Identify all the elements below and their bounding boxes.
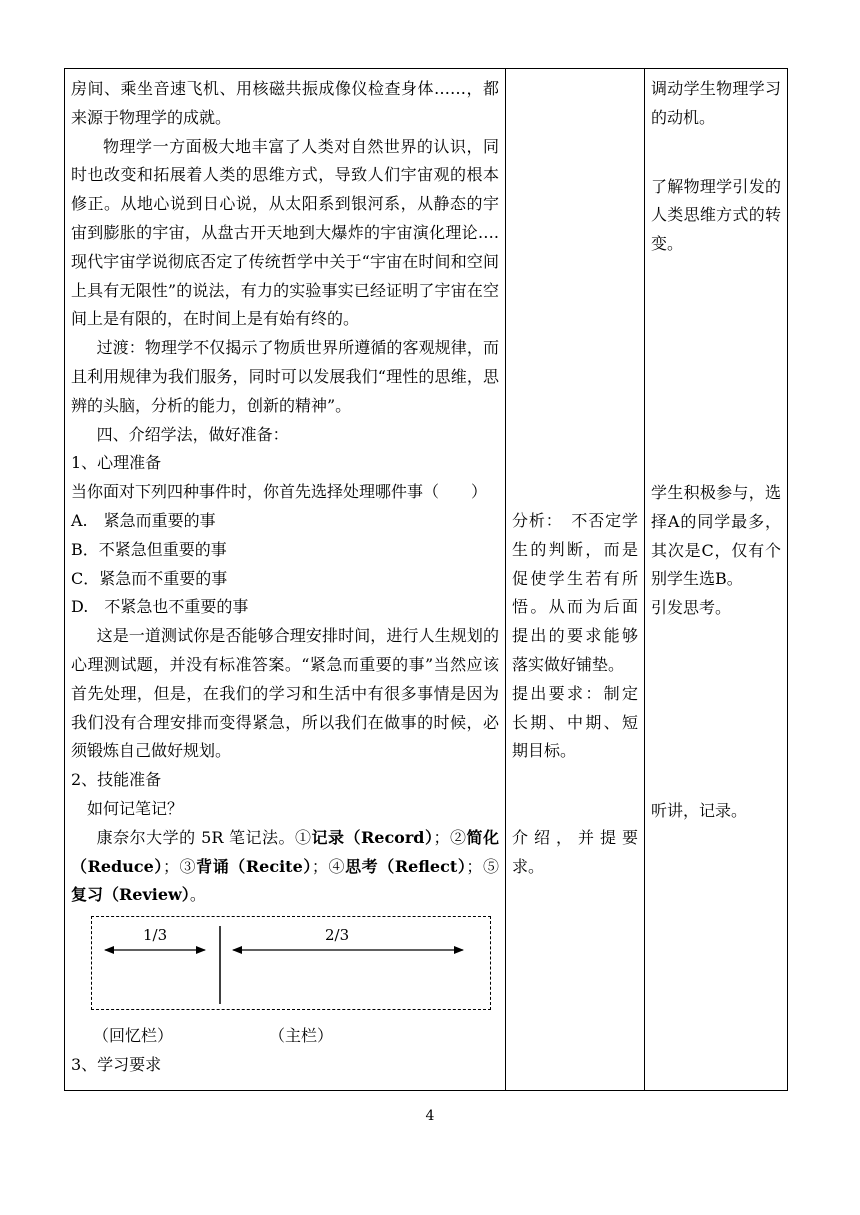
activity-thinking-shift: 了解物理学引发的人类思维方式的转变。	[651, 176, 781, 254]
diagram-captions	[71, 1022, 499, 1051]
table-row	[65, 69, 788, 1091]
subheading-mental-prep: 1、心理准备	[71, 453, 162, 473]
section-heading-methods: 四、介绍学法，做好准备：	[96, 424, 289, 444]
question-text: 当你面对下列四种事件时，你首先选择处理哪件事（ ）	[71, 482, 488, 502]
activity-listen: 听讲，记录。	[651, 800, 748, 820]
paragraph-transition: 过渡：物理学不仅揭示了物质世界所遵循的客观规律，而且利用规律为我们服务，同时可以发展我们“理性的思维，思辨的头脑，分析的能力，创新的精神”。	[71, 338, 499, 415]
paragraph-cosmology: 物理学一方面极大地丰富了人类对自然世界的认识，同时也改变和拓展着人类的思维方式，导致人们宇宙观的根本修正。从地心说到日心说，从太阳系到银河系，从静态的宇宙到膨胀的宇宙，从盘古开天地到大爆炸的宇宙演化理论….现代宇宙学说彻底否定了传统哲学中关于“宇宙在时间和空间上具有无限性”的说法，有力的实验事实已经证明了宇宙在空间上是有限的，在时间上是有始有终的。	[71, 136, 499, 329]
option-d: D. 不紧急也不重要的事	[71, 597, 249, 617]
method-record: 记录（Record）	[311, 827, 434, 847]
method-intro: 康奈尔大学的 5R 笔记法。①	[96, 827, 312, 847]
note-question: 如何记笔记？	[87, 798, 184, 818]
cornell-notes-diagram	[91, 916, 493, 1012]
note-analysis: 分析： 不否定学生的判断，而是促使学生若有所悟。从而为后面提出的要求能够落实做好铺垫。	[512, 511, 638, 674]
method-sep-1: ；②	[433, 827, 467, 847]
caption-recall: （回忆栏）	[93, 1026, 174, 1046]
option-c: C．紧急而不重要的事	[71, 568, 228, 588]
lesson-plan-table	[64, 68, 788, 1091]
method-sep-4: ；⑤	[466, 856, 499, 876]
student-activity-cell	[645, 69, 788, 1091]
option-b: B．不紧急但重要的事	[71, 539, 227, 559]
paragraph-5r-method	[71, 824, 499, 910]
activity-participation: 学生积极参与，选择A的同学最多，其次是C，仅有个别学生选B。	[651, 482, 781, 589]
method-reflect: 思考（Reflect）	[345, 856, 467, 876]
option-a: A. 紧急而重要的事	[71, 510, 216, 530]
note-introduce: 介绍，并提要求。	[512, 828, 638, 876]
page-number: 4	[425, 1108, 435, 1124]
method-review: 复习（Review）	[71, 885, 190, 905]
paragraph-achievements: 房间、乘坐音速飞机、用核磁共振成像仪检查身体……，都来源于物理学的成就。	[71, 79, 499, 127]
teaching-content-cell	[65, 69, 506, 1091]
paragraph-explanation: 这是一道测试你是否能够合理安排时间，进行人生规划的心理测试题，并没有标准答案。“紧急而重要的事”当然应该首先处理，但是，在我们的学习和生活中有很多事情是因为我们没有合理安排而变得紧急，所以我们在做事的时候，必须锻炼自己做好规划。	[71, 626, 499, 761]
fraction-one-third: 1/3	[143, 926, 168, 945]
teacher-notes-cell	[506, 69, 645, 1091]
note-requirement: 提出要求：制定长期、中期、短期目标。	[512, 683, 638, 761]
caption-main: （主栏）	[269, 1026, 334, 1046]
activity-motivation: 调动学生物理学习的动机。	[651, 79, 781, 127]
method-sep-3: ；④	[311, 856, 346, 876]
method-sep-2: ；③	[162, 856, 197, 876]
fraction-two-thirds: 2/3	[325, 926, 350, 945]
subheading-requirements: 3、学习要求	[71, 1054, 162, 1074]
subheading-skill-prep: 2、技能准备	[71, 770, 162, 790]
activity-reflection: 引发思考。	[651, 598, 732, 618]
method-end: 。	[189, 885, 206, 905]
method-reduce: 简化（Reduce）	[71, 827, 499, 876]
method-recite: 背诵（Recite）	[196, 856, 312, 876]
